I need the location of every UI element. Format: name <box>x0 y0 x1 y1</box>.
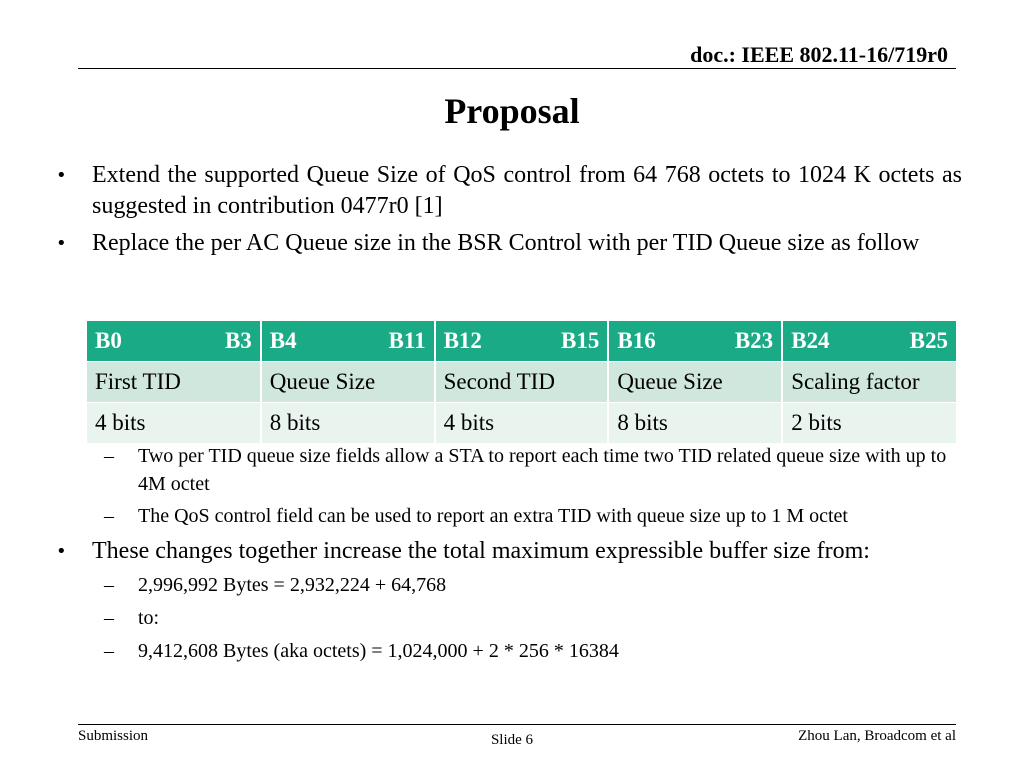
bit-end: B3 <box>224 328 252 353</box>
table-row <box>87 362 956 403</box>
bit-end: B23 <box>734 328 774 353</box>
table-cell: Queue Size <box>608 362 782 403</box>
slide-title: Proposal <box>444 91 580 131</box>
bullet-1: • Extend the supported Queue Size of QoS control from 64 768 octets to 1024 K octets as suggested in contribution 0477r0 [1] <box>92 160 962 222</box>
bit-end: B11 <box>388 328 426 353</box>
bit-start: B12 <box>443 328 482 353</box>
table-cell: Scaling factor <box>782 362 956 403</box>
bit-start: B0 <box>95 328 122 353</box>
table-cell: Second TID <box>435 362 609 403</box>
field-layout-table <box>87 321 956 444</box>
table-cell: 8 bits <box>261 403 435 444</box>
footer-left: Submission <box>78 728 149 744</box>
header-cell <box>782 321 956 362</box>
table-cell: 4 bits <box>87 403 261 444</box>
sub-bullet: – 9,412,608 Bytes (aka octets) = 1,024,000 + 2 * 256 * 16384 <box>138 637 962 665</box>
bit-start: B24 <box>791 328 830 353</box>
table-cell: Queue Size <box>261 362 435 403</box>
slide-number: Slide 6 <box>490 732 534 748</box>
sub-bullet: – The QoS control field can be used to report an extra TID with queue size up to 1 M octet <box>138 502 962 530</box>
bullet-3: • These changes together increase the total maximum expressible buffer size from: <box>92 536 962 567</box>
header-divider <box>78 68 956 69</box>
header-cell <box>261 321 435 362</box>
table-row <box>87 403 956 444</box>
bit-start: B16 <box>617 328 656 353</box>
footer-right: Zhou Lan, Broadcom et al <box>798 728 956 744</box>
sub-bullet: – to: <box>138 604 962 632</box>
sub-bullet: – 2,996,992 Bytes = 2,932,224 + 64,768 <box>138 571 962 599</box>
doc-id: doc.: IEEE 802.11-16/719r0 <box>690 42 948 67</box>
footer-divider <box>78 724 956 725</box>
header-cell <box>87 321 261 362</box>
header-cell <box>435 321 609 362</box>
table-cell: 4 bits <box>435 403 609 444</box>
bullet-2: • Replace the per AC Queue size in the BSR Control with per TID Queue size as follow <box>92 228 962 259</box>
sub-bullet: – Two per TID queue size fields allow a STA to report each time two TID related queue size with up to 4M octet <box>138 442 962 498</box>
table-header-row <box>87 321 956 362</box>
table-cell: 8 bits <box>608 403 782 444</box>
bit-start: B4 <box>269 328 297 353</box>
bit-end: B25 <box>909 328 948 353</box>
table-cell: First TID <box>87 362 261 403</box>
header-cell <box>608 321 782 362</box>
table-cell: 2 bits <box>782 403 956 444</box>
bit-end: B15 <box>561 328 600 353</box>
